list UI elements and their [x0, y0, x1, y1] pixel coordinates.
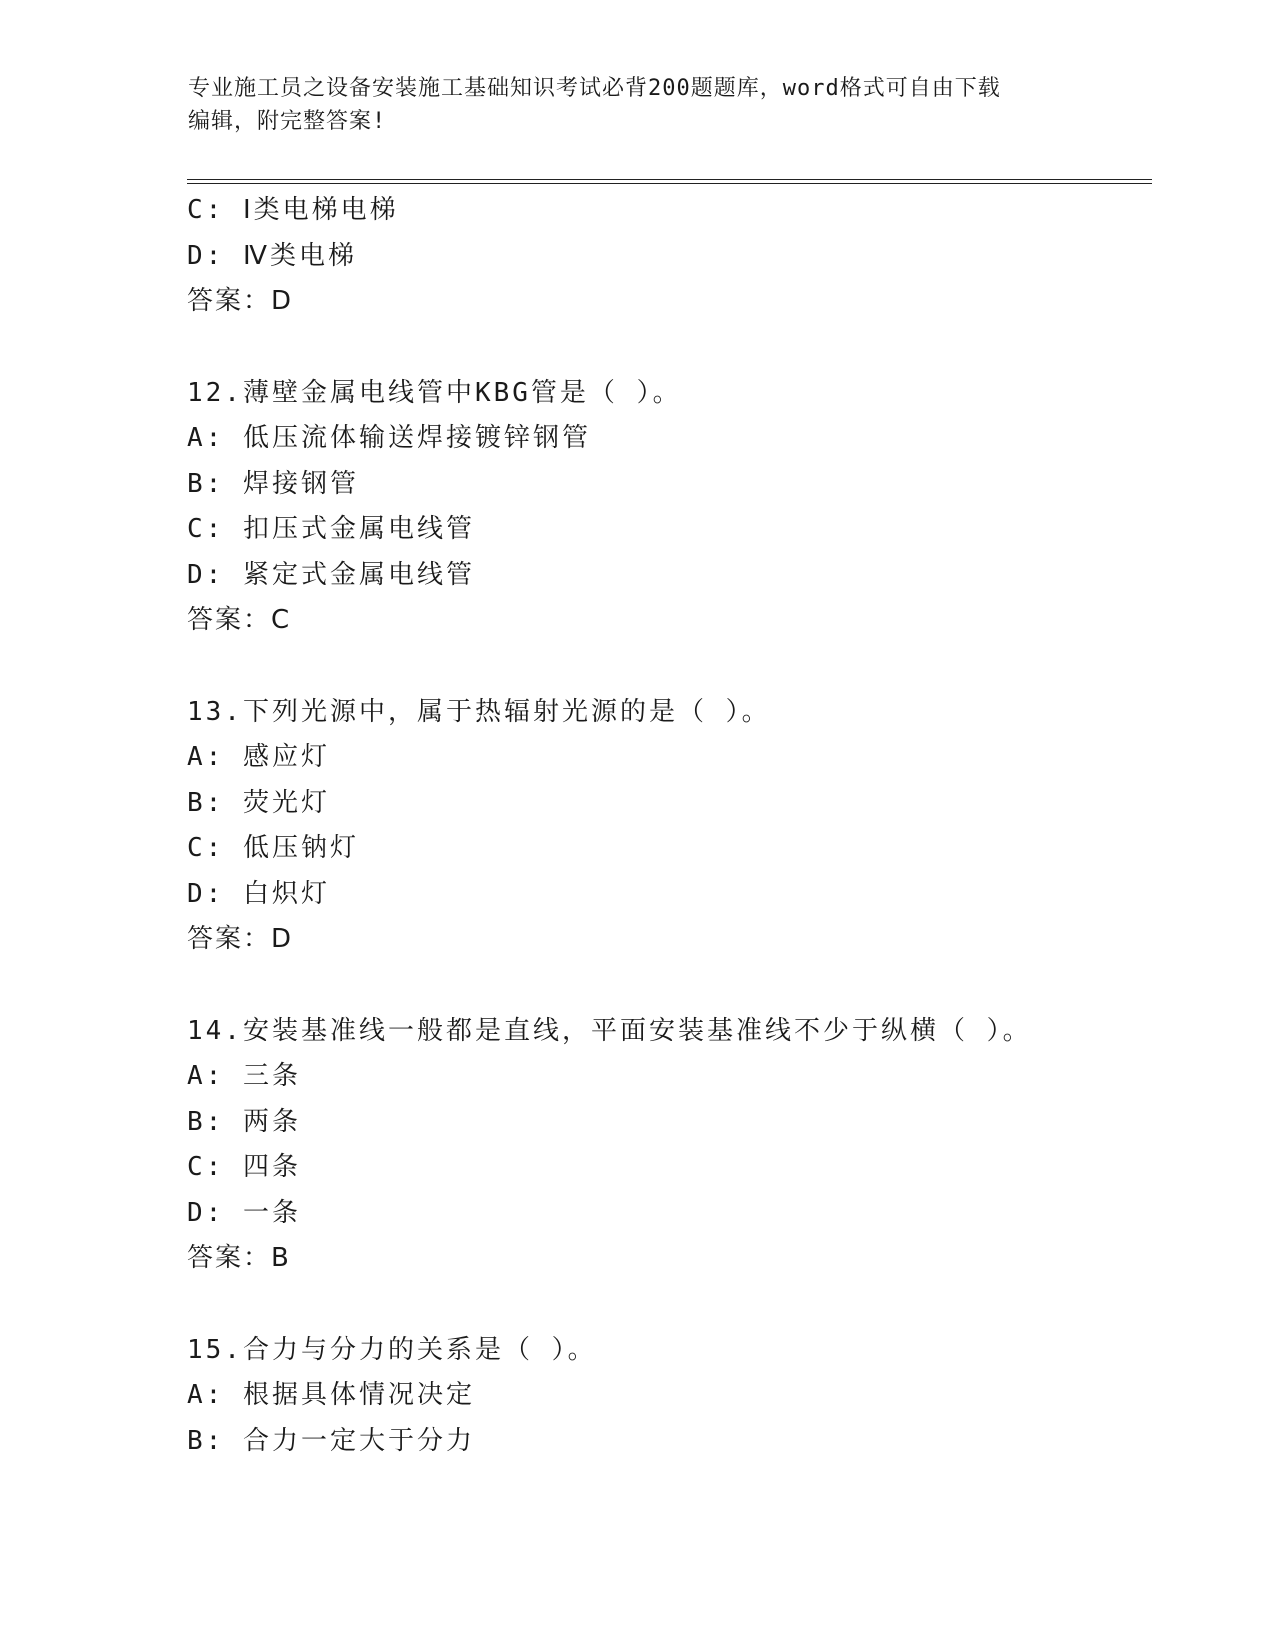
header-line-2: 编辑，附完整答案! [188, 109, 387, 134]
option-b: B: 荧光灯 [187, 787, 330, 818]
document-header [188, 72, 1068, 138]
option-a: A: 感应灯 [187, 742, 330, 772]
answer: 答案：D [187, 286, 294, 316]
question-block [187, 1328, 1147, 1465]
header-double-rule [187, 179, 1152, 184]
option-c: C: Ⅰ类电梯电梯 [187, 195, 399, 225]
option-b: B: 合力一定大于分力 [187, 1425, 475, 1456]
question-block [187, 188, 1147, 325]
option-b: B: 两条 [187, 1106, 301, 1137]
option-b: B: 焊接钢管 [187, 468, 359, 499]
question-block [187, 371, 1147, 644]
option-a: A: 三条 [187, 1061, 301, 1091]
question-block [187, 690, 1147, 963]
question-text: 14.安装基准线一般都是直线，平面安装基准线不少于纵横（ ）。 [187, 1015, 1032, 1046]
option-d: D: 白炽灯 [187, 878, 330, 909]
header-line-1: 专业施工员之设备安装施工基础知识考试必背200题题库，word格式可自由下载 [188, 76, 1001, 101]
answer: 答案：B [187, 1243, 291, 1273]
answer: 答案：D [187, 924, 294, 954]
option-d: D: Ⅳ类电梯 [187, 240, 357, 271]
option-c: C: 四条 [187, 1152, 301, 1182]
option-d: D: 一条 [187, 1197, 301, 1228]
question-text: 13.下列光源中，属于热辐射光源的是（ ）。 [187, 696, 771, 727]
option-c: C: 扣压式金属电线管 [187, 514, 475, 544]
question-text: 12.薄壁金属电线管中KBG管是（ ）。 [187, 377, 682, 408]
question-block [187, 1009, 1147, 1282]
question-list [187, 188, 1147, 1464]
option-a: A: 低压流体输送焊接镀锌钢管 [187, 423, 591, 453]
option-c: C: 低压钠灯 [187, 833, 359, 863]
answer: 答案：C [187, 605, 292, 635]
option-d: D: 紧定式金属电线管 [187, 559, 475, 590]
option-a: A: 根据具体情况决定 [187, 1380, 475, 1410]
question-text: 15.合力与分力的关系是（ ）。 [187, 1334, 597, 1365]
